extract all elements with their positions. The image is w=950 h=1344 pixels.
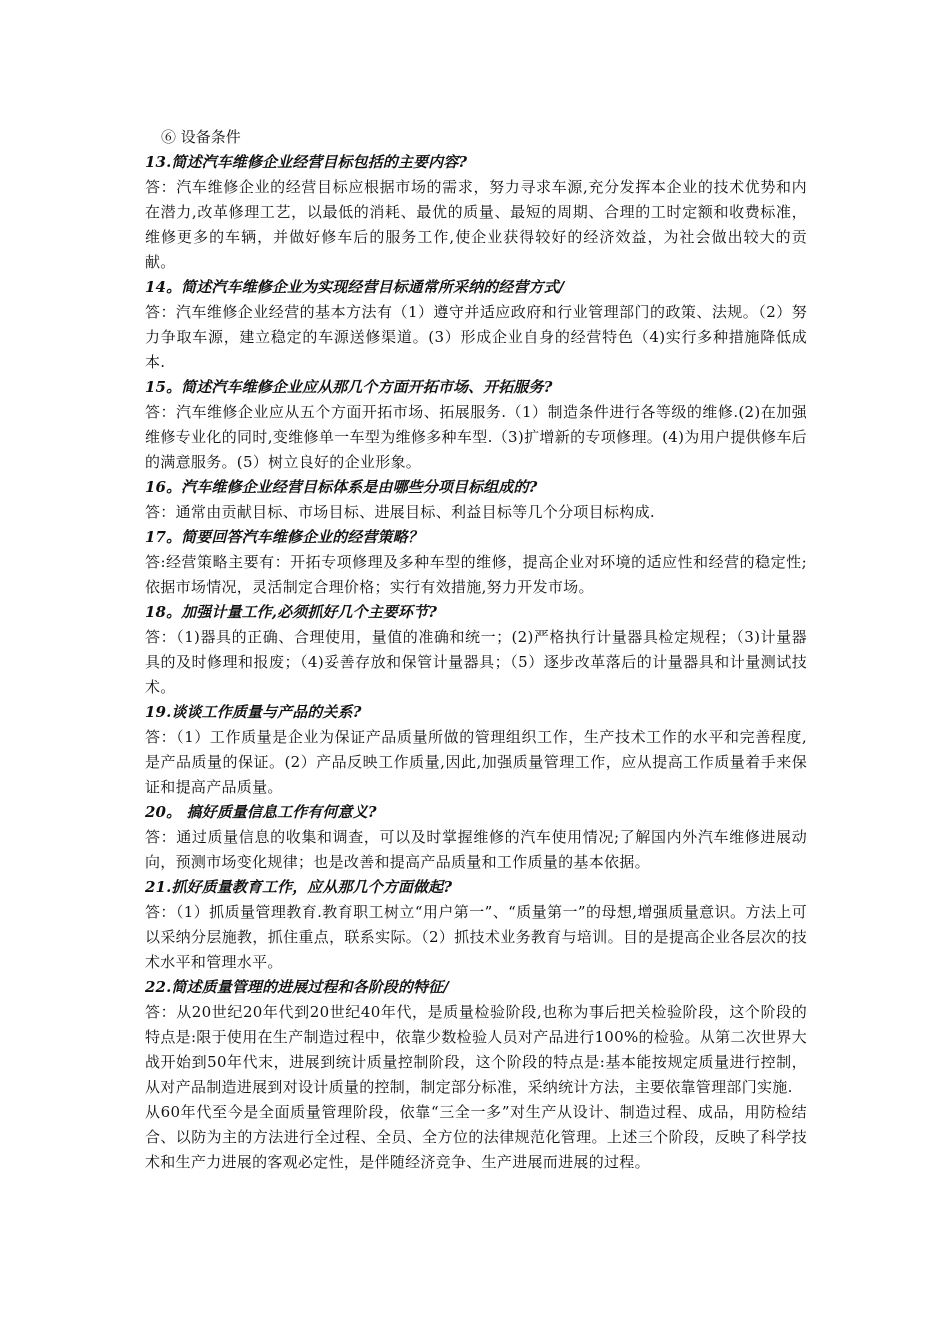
question-13: 13.简述汽车维修企业经营目标包括的主要内容? — [145, 153, 468, 171]
question-15: 15。简述汽车维修企业应从那几个方面开拓市场、开拓服务? — [145, 378, 553, 396]
question-20: 20。 搞好质量信息工作有何意义? — [145, 803, 377, 821]
answer-paragraph: 答：（1）工作质量是企业为保证产品质量所做的管理组织工作，生产技术工作的水平和完善程度,是产品质量的保证。(2）产品反映工作质量,因此,加强质量管理工作，应从提高工作质量着手来保证和提高产品质量。 — [145, 728, 807, 796]
answer-paragraph: 答:经营策略主要有：开拓专项修理及多种车型的维修，提高企业对环境的适应性和经营的稳定性;依据市场情况，灵活制定合理价格；实行有效措施,努力开发市场。 — [145, 553, 807, 596]
qa-22 — [145, 975, 807, 1175]
answer-paragraph: 从60年代至今是全面质量管理阶段，依靠“三全一多”对生产从设计、制造过程、成品，用防检结合、以防为主的方法进行全过程、全员、全方位的法律规范化管理。上述三个阶段，反映了科学技术和生产力进展的客观必定性，是伴随经济竞争、生产进展而进展的过程。 — [145, 1103, 807, 1171]
answer-20 — [145, 825, 807, 875]
question-18: 18。加强计量工作,必须抓好几个主要环节? — [145, 603, 437, 621]
answer-17 — [145, 550, 807, 600]
answer-paragraph: 答：从20世纪20年代到20世纪40年代，是质量检验阶段,也称为事后把关检验阶段，这个阶段的特点是:限于使用在生产制造过程中，依靠少数检验人员对产品进行100%的检验。从第二次世界大战开始到50年代末，进展到统计质量控制阶段，这个阶段的特点是:基本能按规定质量进行控制，从对产品制造进展到对设计质量的控制，制定部分标准，采纳统计方法，主要依靠管理部门实施. — [145, 1003, 807, 1096]
qa-18 — [145, 600, 807, 700]
answer-21 — [145, 900, 807, 975]
question-14: 14。简述汽车维修企业为实现经营目标通常所采纳的经营方式/ — [145, 278, 565, 296]
answer-paragraph: 答：汽车维修企业应从五个方面开拓市场、拓展服务.（1）制造条件进行各等级的维修.(2)在加强维修专业化的同时,变维修单一车型为维修多种车型.（3)扩增新的专项修理。(4)为用户提供修车后的满意服务。(5）树立良好的企业形象。 — [145, 403, 807, 471]
answer-paragraph: 答：汽车维修企业经营的基本方法有（1）遵守并适应政府和行业管理部门的政策、法规。（2）努力争取车源，建立稳定的车源送修渠道。(3）形成企业自身的经营特色（4)实行多种措施降低成本. — [145, 303, 807, 371]
answer-paragraph: 答：（1)器具的正确、合理使用，量值的准确和统一；(2)严格执行计量器具检定规程；（3)计量器具的及时修理和报废；（4)妥善存放和保管计量器具；（5）逐步改革落后的计量器具和计量测试技术。 — [145, 628, 807, 696]
answer-paragraph: 答：（1）抓质量管理教育.教育职工树立“用户第一”、“质量第一”的母想,增强质量意识。方法上可以采纳分层施教，抓住重点，联系实际。（2）抓技术业务教育与培训。目的是提高企业各层次的技术水平和管理水平。 — [145, 903, 807, 971]
answer-18 — [145, 625, 807, 700]
qa-13 — [145, 150, 807, 275]
question-19: 19.谈谈工作质量与产品的关系? — [145, 703, 362, 721]
question-16: 16。汽车维修企业经营目标体系是由哪些分项目标组成的? — [145, 478, 538, 496]
answer-16 — [145, 500, 807, 525]
qa-16 — [145, 475, 807, 525]
answer-paragraph: 答：通常由贡献目标、市场目标、进展目标、利益目标等几个分项目标构成. — [145, 503, 655, 521]
qa-14 — [145, 275, 807, 375]
answer-paragraph: 答：通过质量信息的收集和调查，可以及时掌握维修的汽车使用情况;了解国内外汽车维修进展动向，预测市场变化规律；也是改善和提高产品质量和工作质量的基本依据。 — [145, 828, 807, 871]
question-21: 21.抓好质量教育工作，应从那几个方面做起? — [145, 878, 453, 896]
document-body — [145, 125, 807, 1175]
answer-22 — [145, 1000, 807, 1175]
qa-21 — [145, 875, 807, 975]
answer-13 — [145, 175, 807, 275]
qa-20 — [145, 800, 807, 875]
answer-15 — [145, 400, 807, 475]
question-17: 17。简要回答汽车维修企业的经营策略？ — [145, 528, 423, 546]
qa-17 — [145, 525, 807, 600]
question-22: 22.简述质量管理的进展过程和各阶段的特征/ — [145, 978, 449, 996]
qa-19 — [145, 700, 807, 800]
answer-19 — [145, 725, 807, 800]
answer-paragraph: 答：汽车维修企业的经营目标应根据市场的需求，努力寻求车源,充分发挥本企业的技术优势和内在潜力,改革修理工艺，以最低的消耗、最优的质量、最短的周期、合理的工时定额和收费标准，维修更多的车辆，并做好修车后的服务工作,使企业获得较好的经济效益，为社会做出较大的贡献。 — [145, 178, 807, 271]
qa-15 — [145, 375, 807, 475]
equipment-conditions-item: ⑥ 设备条件 — [161, 128, 241, 146]
answer-14 — [145, 300, 807, 375]
